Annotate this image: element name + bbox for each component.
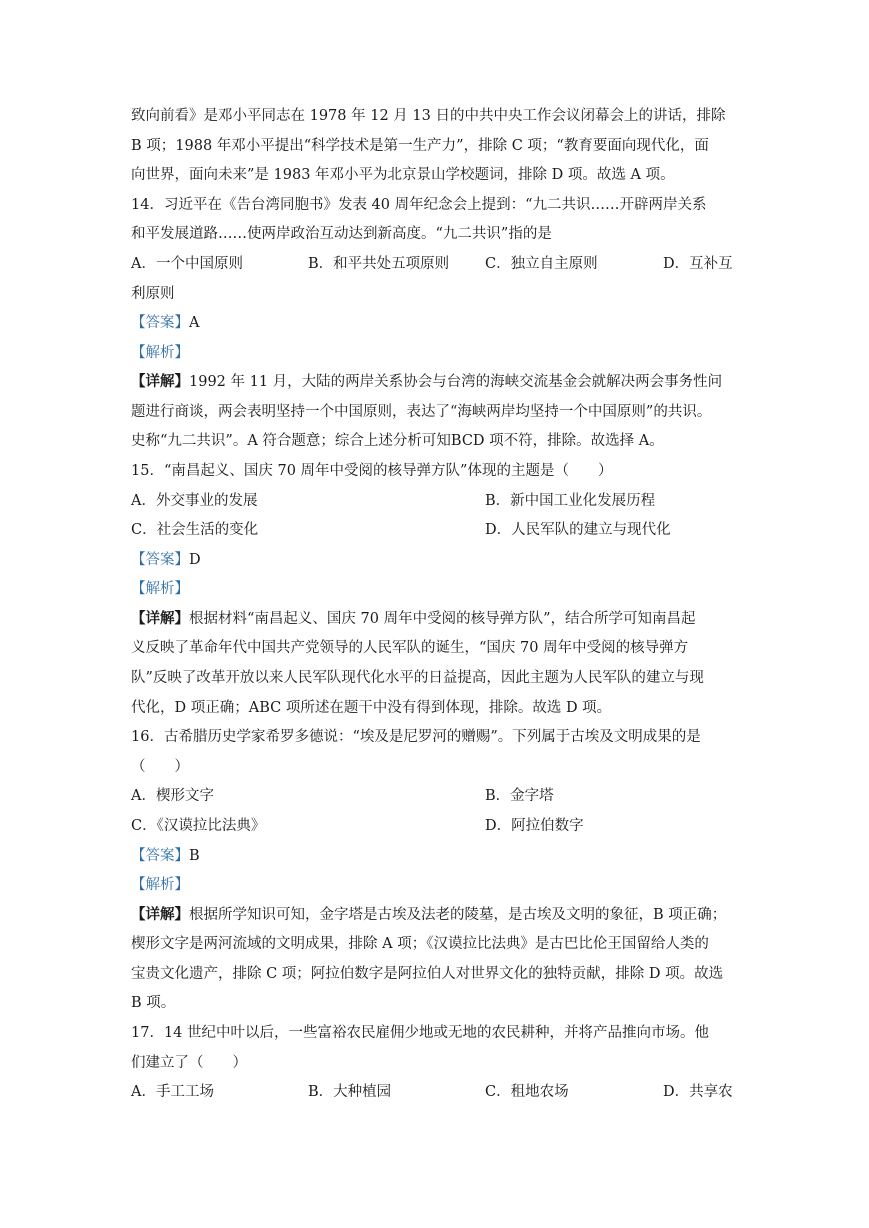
- option-a: A．一个中国原则: [131, 256, 243, 272]
- question-14-stem: 14．习近平在《告台湾同胞书》发表 40 周年纪念会上提到：“九二共识……开辟两岸关系: [131, 197, 707, 213]
- detail-line: 题进行商谈，两会表明坚持一个中国原则，表达了“海峡两岸均坚持一个中国原则”的共识。: [131, 404, 712, 420]
- option-a: A．楔形文字: [131, 788, 214, 804]
- analysis-tag: 【解析】: [131, 581, 189, 597]
- question-15-stem: 15．“南昌起义、国庆 70 周年中受阅的核导弹方队”体现的主题是（ ）: [131, 463, 613, 479]
- detail-line: 楔形文字是两河流域的文明成果，排除 A 项；《汉谟拉比法典》是古巴比伦王国留给人类的: [131, 936, 709, 952]
- question-17-stem: 们建立了（ ）: [131, 1055, 247, 1071]
- answer-tag: 【答案】: [131, 848, 189, 864]
- text-line: B 项；1988 年邓小平提出“科学技术是第一生产力”，排除 C 项；“教育要面向现代化，面: [131, 138, 709, 154]
- detail-line: [131, 372, 741, 392]
- text-line: 致向前看》是邓小平同志在 1978 年 12 月 13 日的中共中央工作会议闭幕会上的讲话，排除: [131, 108, 726, 124]
- detail-line: 宝贵文化遗产，排除 C 项；阿拉伯数字是阿拉伯人对世界文化的独特贡献，排除 D 项。故选: [131, 966, 724, 982]
- detail-text: 根据所学知识可知，金字塔是古埃及法老的陵墓，是古埃及文明的象征，B 项正确；: [189, 907, 727, 923]
- option-c: C．《汉谟拉比法典》: [131, 818, 266, 834]
- detail-line: 义反映了革命年代中国共产党领导的人民军队的诞生，“国庆 70 周年中受阅的核导弹方: [131, 640, 689, 656]
- option-a: A．外交事业的发展: [131, 493, 258, 509]
- detail-line: 史称“九二共识”。A 符合题意；综合上述分析可知BCD 项不符，排除。故选择 A。: [131, 433, 664, 449]
- option-d: D．共享农: [663, 1084, 733, 1100]
- question-16-stem: （ ）: [131, 759, 189, 775]
- answer-tag: 【答案】: [131, 315, 189, 331]
- detail-text: 1992 年 11 月，大陆的两岸关系协会与台湾的海峡交流基金会就解决两会事务性问: [189, 374, 723, 390]
- answer-line: [131, 313, 741, 333]
- option-c: C．独立自主原则: [485, 256, 598, 272]
- option-d: D．人民军队的建立与现代化: [485, 522, 671, 538]
- detail-line: 代化，D 项正确；ABC 项所述在题干中没有得到体现，排除。故选 D 项。: [131, 700, 612, 716]
- option-d-wrap: 利原则: [131, 286, 175, 302]
- detail-line: B 项。: [131, 995, 176, 1011]
- analysis-line: [131, 875, 741, 895]
- option-a: A．手工工场: [131, 1084, 214, 1100]
- option-d: D．阿拉伯数字: [485, 818, 584, 834]
- detail-line: 队”反映了改革开放以来人民军队现代化水平的日益提高，因此主题为人民军队的建立与现: [131, 670, 704, 686]
- answer-value: D: [189, 552, 201, 568]
- option-c: C．租地农场: [485, 1084, 569, 1100]
- question-17-stem: 17．14 世纪中叶以后，一些富裕农民雇佣少地或无地的农民耕种，并将产品推向市场。他: [131, 1025, 710, 1041]
- analysis-tag: 【解析】: [131, 877, 189, 893]
- analysis-line: [131, 343, 741, 363]
- answer-tag: 【答案】: [131, 552, 189, 568]
- answer-line: [131, 550, 741, 570]
- question-14-stem: 和平发展道路……使两岸政治互动达到新高度。“九二共识”指的是: [131, 226, 552, 242]
- detail-tag: 【详解】: [131, 906, 189, 923]
- detail-text: 根据材料“南昌起义、国庆 70 周年中受阅的核导弹方队”，结合所学可知南昌起: [189, 611, 696, 627]
- answer-line: [131, 846, 741, 866]
- option-d: D．互补互: [663, 256, 733, 272]
- detail-tag: 【详解】: [131, 373, 189, 390]
- question-16-stem: 16．古希腊历史学家希罗多德说：“埃及是尼罗河的赠赐”。下列属于古埃及文明成果的是: [131, 729, 701, 745]
- option-b: B．新中国工业化发展历程: [485, 493, 656, 509]
- detail-tag: 【详解】: [131, 610, 189, 627]
- option-c: C．社会生活的变化: [131, 522, 259, 538]
- analysis-line: [131, 579, 741, 599]
- option-b: B．大种植园: [308, 1084, 392, 1100]
- analysis-tag: 【解析】: [131, 345, 189, 361]
- option-b: B．和平共处五项原则: [308, 256, 450, 272]
- option-b: B．金字塔: [485, 788, 554, 804]
- answer-value: B: [189, 848, 200, 864]
- answer-value: A: [189, 315, 200, 331]
- detail-line: [131, 609, 741, 629]
- detail-line: [131, 905, 741, 925]
- text-line: 向世界，面向未来”是 1983 年邓小平为北京景山学校题词，排除 D 项。故选 A 项。: [131, 167, 675, 183]
